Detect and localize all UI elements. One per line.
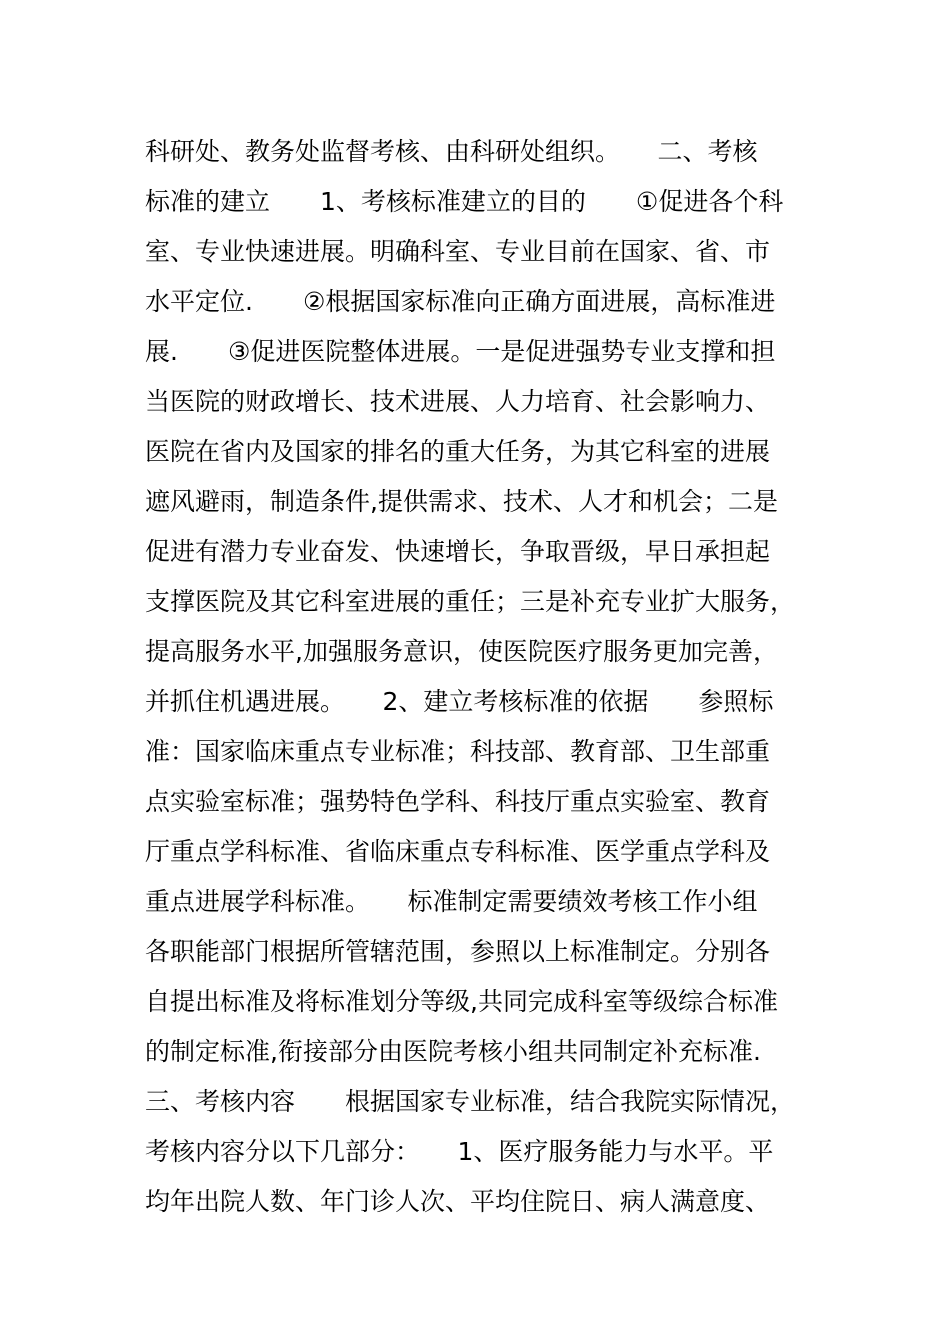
text-line: 均年出院人数、年门诊人次、平均住院日、病人满意度、 — [145, 1187, 771, 1216]
text-line: 室、专业快速进展。明确科室、专业目前在国家、省、市 — [145, 237, 771, 266]
text-line: 展. ③促进医院整体进展。一是促进强势专业支撑和担 — [145, 337, 776, 366]
text-line: 考核内容分以下几部分： 1、医疗服务能力与水平。平 — [145, 1137, 774, 1166]
text-line: 水平定位. ②根据国家标准向正确方面进展，高标准进 — [145, 287, 776, 316]
text-line: 准：国家临床重点专业标准；科技部、教育部、卫生部重 — [145, 737, 771, 766]
text-line: 提高服务水平,加强服务意识，使医院医疗服务更加完善， — [145, 637, 778, 666]
text-line: 当医院的财政增长、技术进展、人力培育、社会影响力、 — [145, 387, 771, 416]
text-line: 点实验室标准；强势特色学科、科技厅重点实验室、教育 — [145, 787, 771, 816]
text-line: 科研处、教务处监督考核、由科研处组织。 二、考核 — [145, 137, 758, 166]
text-line: 各职能部门根据所管辖范围，参照以上标准制定。分别各 — [145, 937, 771, 966]
text-line: 遮风避雨，制造条件,提供需求、技术、人才和机会；二是 — [145, 487, 778, 516]
text-line: 自提出标准及将标准划分等级,共同完成科室等级综合标准 — [145, 987, 778, 1016]
text-line: 标准的建立 1、考核标准建立的目的 ①促进各个科 — [145, 187, 784, 216]
text-line: 的制定标准,衔接部分由医院考核小组共同制定补充标准. — [145, 1037, 761, 1066]
text-line: 重点进展学科标准。 标准制定需要绩效考核工作小组 — [145, 887, 758, 916]
text-line: 医院在省内及国家的排名的重大任务，为其它科室的进展 — [145, 437, 771, 466]
text-line: 促进有潜力专业奋发、快速增长，争取晋级，早日承担起 — [145, 537, 771, 566]
text-line: 并抓住机遇进展。 2、建立考核标准的依据 参照标 — [145, 687, 774, 716]
document-body — [145, 127, 810, 1227]
text-line: 厅重点学科标准、省临床重点专科标准、医学重点学科及 — [145, 837, 771, 866]
text-line: 三、考核内容 根据国家专业标准，结合我院实际情况， — [145, 1087, 796, 1116]
text-line: 支撑医院及其它科室进展的重任；三是补充专业扩大服务， — [145, 587, 796, 616]
